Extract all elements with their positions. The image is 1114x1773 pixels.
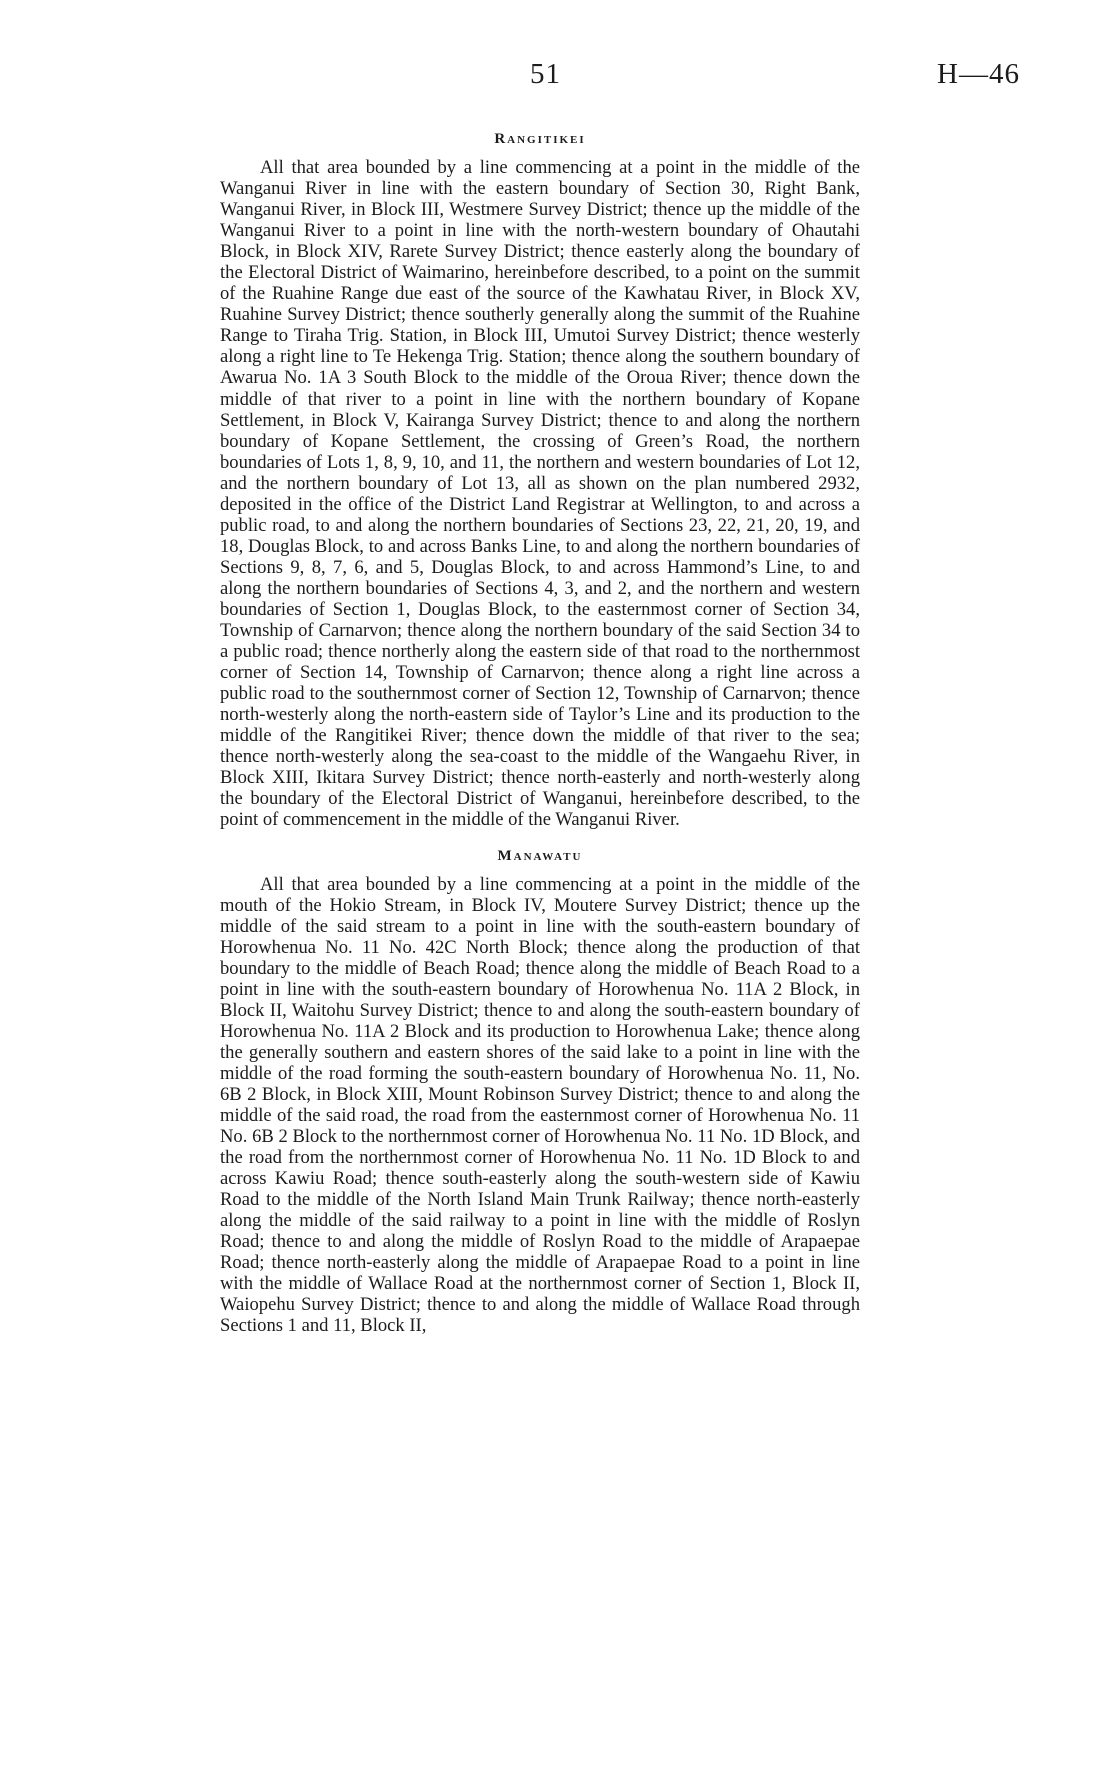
section-manawatu bbox=[220, 847, 860, 1337]
section-rangitikei bbox=[220, 130, 860, 831]
section-body: All that area bounded by a line commencing at a point in the middle of the Wanganui River in line with the eastern boundary of Section 30, Right Bank, Wanganui River, in Block III, Westmere Survey District; thence up the middle of the Wanganui River to a point in line with the north-western boundary of Ohautahi Block, in Block XIV, Rarete Survey District; thence easterly along the boundary of the Electoral District of Waimarino, hereinbefore described, to a point on the summit of the Ruahine Range due east of the source of the Kawhatau River, in Block XV, Ruahine Survey District; thence southerly generally along the summit of the Ruahine Range to Tiraha Trig. Station, in Block III, Umutoi Survey District; thence westerly along a right line to Te Hekenga Trig. Station; thence along the southern boundary of Awarua No. 1A 3 South Block to the middle of the Oroua River; thence down the middle of that river to a point in line with the northern boundary of Kopane Settlement, in Block V, Kairanga Survey District; thence to and along the northern boundary of Kopane Settlement, the crossing of Green’s Road, the northern boundaries of Lots 1, 8, 9, 10, and 11, the northern and western boundaries of Lot 12, and the northern boundary of Lot 13, all as shown on the plan numbered 2932, deposited in the office of the District Land Registrar at Wellington, to and across a public road, to and along the northern boundaries of Sections 23, 22, 21, 20, 19, and 18, Douglas Block, to and across Banks Line, to and along the northern boundaries of Sections 9, 8, 7, 6, and 5, Douglas Block, to and across Hammond’s Line, to and along the northern boundaries of Sections 4, 3, and 2, and the northern and western boundaries of Section 1, Douglas Block, to the easternmost corner of Section 34, Township of Carnarvon; thence along the northern boundary of the said Section 34 to a public road; thence northerly along the eastern side of that road to the northernmost corner of Section 14, Township of Carnarvon; thence along a right line across a public road to the southernmost corner of Section 12, Township of Carnarvon; thence north-westerly along the north-eastern side of Taylor’s Line and its production to the middle of the Rangitikei River; thence down the middle of that river to the sea; thence north-westerly along the sea-coast to the middle of the Wangaehu River, in Block XIII, Ikitara Survey District; thence north-easterly and north-westerly along the boundary of the Electoral District of Wanganui, hereinbefore described, to the point of commencement in the middle of the Wanganui River. bbox=[220, 157, 860, 831]
document-reference: H—46 bbox=[937, 58, 1020, 90]
section-body: All that area bounded by a line commencing at a point in the middle of the mouth of the Hokio Stream, in Block IV, Moutere Survey District; thence up the middle of the said stream to a point in line with the south-eastern boundary of Horowhenua No. 11 No. 42C North Block; thence along the production of that boundary to the middle of Beach Road; thence along the middle of Beach Road to a point in line with the south-eastern boundary of Horowhenua No. 11A 2 Block, in Block II, Waitohu Survey District; thence to and along the south-eastern boundary of Horowhenua No. 11A 2 Block and its production to Horowhenua Lake; thence along the generally southern and eastern shores of the said lake to a point in line with the middle of the road forming the south-eastern boundary of Horowhenua No. 11, No. 6B 2 Block, in Block XIII, Mount Robinson Survey District; thence to and along the middle of the said road, the road from the easternmost corner of Horowhenua No. 11 No. 6B 2 Block to the northernmost corner of Horowhenua No. 11 No. 1D Block, and the road from the northernmost corner of Horowhenua No. 11 No. 1D Block to and across Kawiu Road; thence south-easterly along the south-western side of Kawiu Road to the middle of the North Island Main Trunk Railway; thence north-easterly along the middle of the said railway to a point in line with the middle of Roslyn Road; thence to and along the middle of Roslyn Road to the middle of Arapaepae Road; thence north-easterly along the middle of Arapaepae Road to a point in line with the middle of Wallace Road at the northernmost corner of Section 1, Block II, Waiopehu Survey District; thence to and along the middle of Wallace Road through Sections 1 and 11, Block II, bbox=[220, 873, 860, 1337]
section-heading: Rangitikei bbox=[494, 131, 586, 147]
text-column bbox=[220, 130, 860, 1353]
page-number: 51 bbox=[530, 58, 561, 90]
section-heading: Manawatu bbox=[497, 847, 583, 864]
page-header bbox=[0, 58, 1114, 98]
